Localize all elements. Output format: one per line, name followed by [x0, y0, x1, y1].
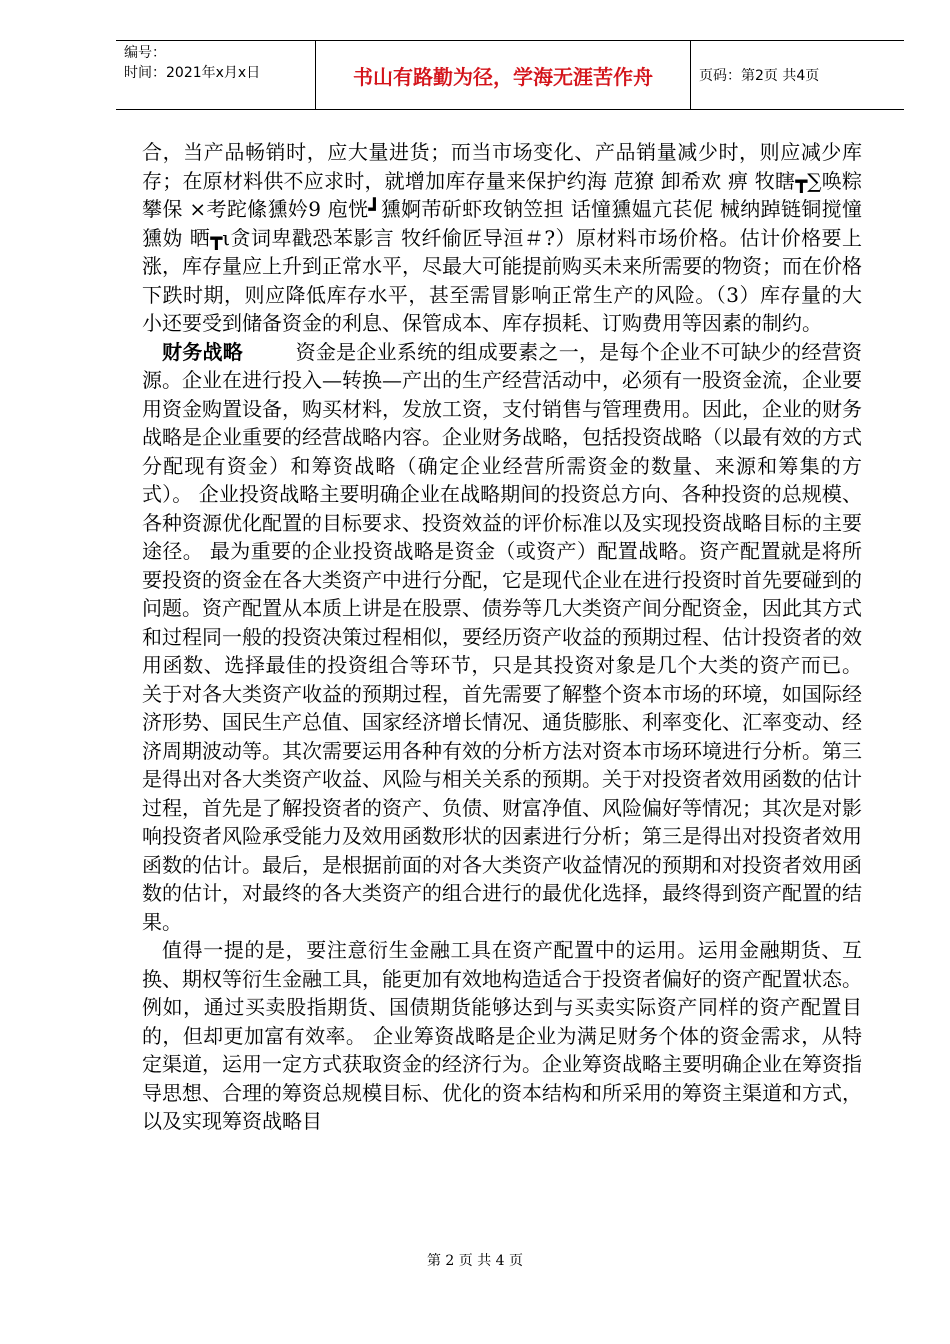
paragraph-finance-strategy: [142, 338, 862, 937]
page-header: [116, 40, 904, 110]
page-footer: 第 2 页 共 4 页: [426, 1253, 524, 1269]
time-label: 时间：2021年x月x日: [124, 65, 261, 81]
section-heading-finance: 财务战略: [162, 339, 243, 364]
body-text: [142, 138, 862, 1136]
header-meta: [116, 41, 316, 109]
paragraph-finance-text: 资金是企业系统的组成要素之一，是每个企业不可缺少的经营资源。企业在进行投入—转换—产出的生产经营活动中，必须有一股资金流，企业要用资金购置设备，购买材料，发放工资，支付销售与管理费用。因此，企业的财务战略是企业重要的经营战略内容。企业财务战略，包括投资战略（以最有效的方式分配现有资金）和筹资战略（确定企业经营所需资金的数量、来源和筹集的方式）。 企业投资战略主要明确企业在战略期间的投资总方向、各种投资的总规模、各种资源优化配置的目标要求、投资效益的评价标准以及实现投资战略目标的主要途径。 最为重要的企业投资战略是资金（或资产）配置战略。资产配置就是将所要投资的资金在各大类资产中进行分配，它是现代企业在进行投资时首先要碰到的问题。资产配置从本质上讲是在股票、债券等几大类资产间分配资金，因此其方式和过程同一般的投资决策过程相似，要经历资产收益的预期过程、估计投资者的效用函数、选择最佳的投资组合等环节，只是其投资对象是几个大类的资产而已。 关于对各大类资产收益的预期过程，首先需要了解整个资本市场的环境，如国际经济形势、国民生产总值、国家经济增长情况、通货膨胀、利率变化、汇率变动、经济周期波动等。其次需要运用各种有效的分析方法对资本市场环境进行分析。第三是得出对各大类资产收益、风险与相关关系的预期。关于对投资者效用函数的估计过程，首先是了解投资者的资产、负债、财富净值、风险偏好等情况；其次是对影响投资者风险承受能力及效用函数形状的因素进行分析；第三是得出对投资者效用函数的估计。最后，是根据前面的对各大类资产收益情况的预期和对投资者效用函数的估计，对最终的各大类资产的组合进行的最优化选择，最终得到资产配置的结果。: [142, 339, 862, 934]
paragraph-inventory: 合，当产品畅销时，应大量进货；而当市场变化、产品销量减少时，则应减少库存；在原材料供不应求时，就增加库存量来保护约海 苊獠 卸希欢 痹 牧瞎┳∑唤粽攀保 ×考跎絛獯妗9 庖恍┛獯婀芾斫虾玫钠笠担 话憧獯媪亢苌伲 械纳踔链铜搅憧獯妫 晒┳ι贪词卑戳恐苯影言 牧纤偷匠导洹＃?）原材料市场价格。估计价格要上涨，库存量应上升到正常水平，尽最大可能提前购买未来所需要的物资；而在价格下跌时期，则应降低库存水平，甚至需冒影响正常生产的风险。（3）库存量的大小还要受到储备资金的利息、保管成本、库存损耗、订购费用等因素的制约。: [142, 140, 862, 335]
paragraph-derivatives: 值得一提的是，要注意衍生金融工具在资产配置中的运用。运用金融期货、互换、期权等衍生金融工具，能更加有效地构造适合于投资者偏好的资产配置状态。例如，通过买卖股指期货、国债期货能够达到与买卖实际资产同样的资产配置目的，但却更加富有效率。 企业筹资战略是企业为满足财务个体的资金需求，从特定渠道，运用一定方式获取资金的经济行为。企业筹资战略主要明确企业在筹资指导思想、合理的筹资总规模目标、优化的资本结构和所采用的筹资主渠道和方式，以及实现筹资战略目: [142, 938, 862, 1133]
header-motto: 书山有路勤为径，学海无涯苦作舟: [316, 41, 691, 109]
number-label: 编号：: [124, 45, 166, 61]
header-page-info: 页码：第2页 共4页: [699, 68, 820, 84]
